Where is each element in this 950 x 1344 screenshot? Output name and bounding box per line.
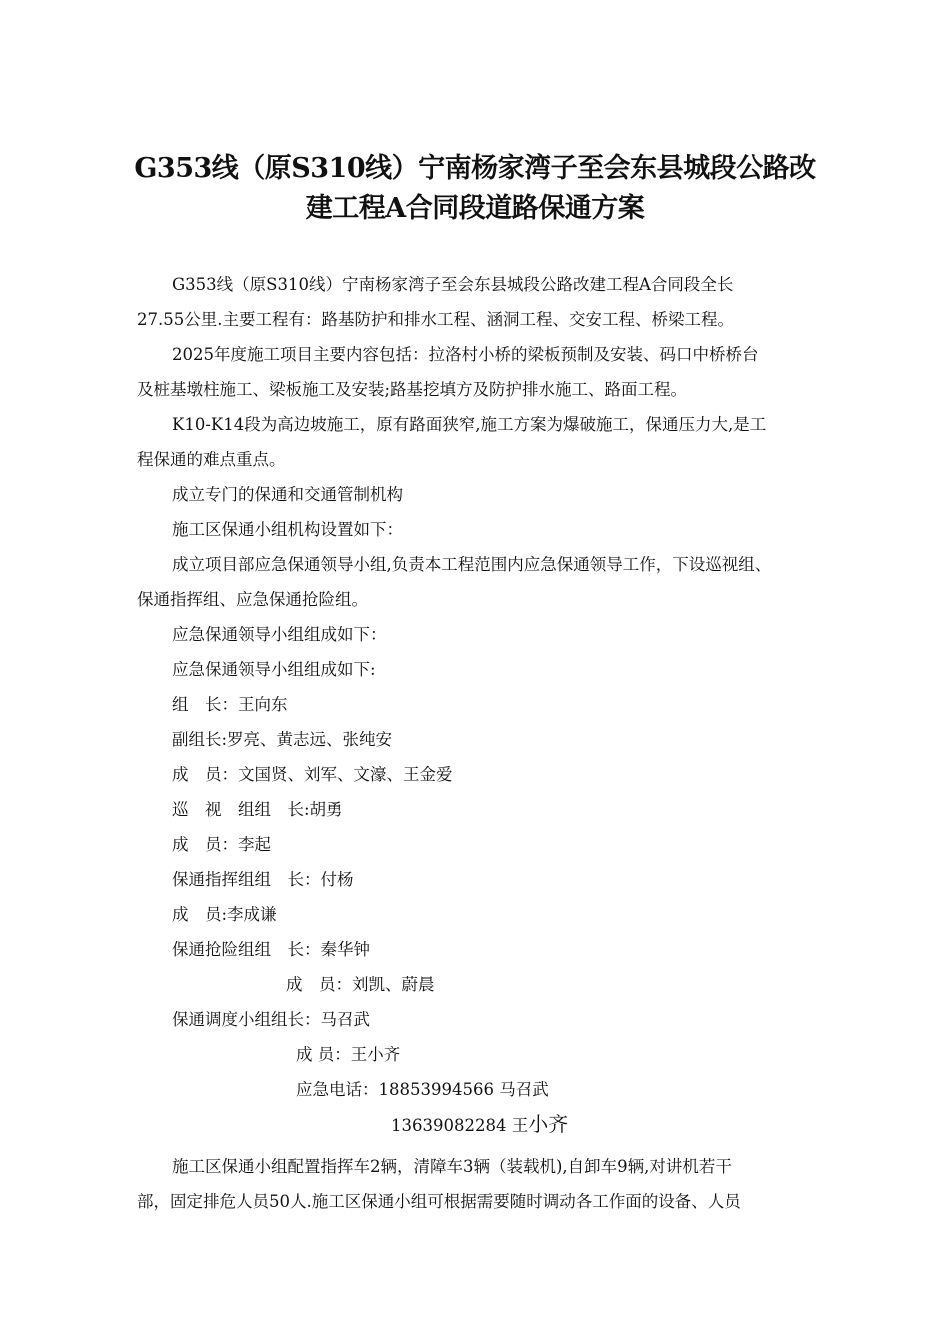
emergency-phone-1: 应急电话：18853994566 马召武	[296, 1080, 549, 1099]
rescue-group-members: 成 员：刘凯、蔚晨	[286, 975, 435, 994]
paragraph-2-line-2: 及桩基墩柱施工、梁板施工及安装;路基挖填方及防护排水施工、路面工程。	[137, 380, 688, 399]
command-group-members: 成 员:李成谦	[172, 905, 277, 924]
paragraph-1-line-1: G353线（原S310线）宁南杨家湾子至会东县城段公路改建工程A合同段全长	[172, 275, 734, 294]
dispatch-group-members: 成 员：王小齐	[296, 1045, 401, 1064]
section-heading-organization: 成立专门的保通和交通管制机构	[172, 485, 403, 504]
leadership-group-intro: 应急保通领导小组组成如下：	[172, 625, 387, 644]
document-title-line-1: G353线（原S310线）宁南杨家湾子至会东县城段公路改	[134, 153, 816, 184]
patrol-group-leader: 巡 视 组组 长:胡勇	[172, 800, 343, 819]
organization-setup-intro: 施工区保通小组机构设置如下：	[172, 520, 403, 539]
deputy-leaders: 副组长:罗亮、黄志远、张纯安	[172, 730, 393, 749]
paragraph-6-line-1: 成立项目部应急保通领导小组,负责本工程范围内应急保通领导工作，下设巡视组、	[172, 555, 772, 574]
leadership-group-intro-repeat: 应急保通领导小组组成如下:	[172, 660, 376, 679]
paragraph-9-line-1: 施工区保通小组配置指挥车2辆，清障车3辆（装载机),自卸车9辆,对讲机若干	[172, 1157, 732, 1176]
emergency-phone-2-name: 小齐	[528, 1112, 569, 1136]
paragraph-9-line-2: 部，固定排危人员50人.施工区保通小组可根据需要随时调动各工作面的设备、人员	[137, 1192, 741, 1211]
emergency-phone-2	[391, 1114, 568, 1136]
paragraph-6-line-2: 保通指挥组、应急保通抢险组。	[137, 590, 368, 609]
rescue-group-leader: 保通抢险组组 长：秦华钟	[172, 940, 370, 959]
paragraph-3-line-2: 程保通的难点重点。	[137, 450, 286, 469]
document-title-line-2: 建工程A合同段道路保通方案	[305, 193, 645, 224]
paragraph-1-line-2: 27.55公里.主要工程有：路基防护和排水工程、涵洞工程、交安工程、桥梁工程。	[137, 310, 734, 329]
dispatch-group-leader: 保通调度小组组长：马召武	[172, 1010, 370, 1029]
emergency-phone-2-number: 13639082284 王	[391, 1116, 529, 1135]
command-group-leader: 保通指挥组组 长：付杨	[172, 870, 354, 889]
patrol-group-members: 成 员：李起	[172, 835, 271, 854]
group-members: 成 员：文国贤、刘军、文濠、王金爱	[172, 765, 453, 784]
paragraph-2-line-1: 2025年度施工项目主要内容包括：拉洛村小桥的梁板预制及安装、码口中桥桥台	[172, 345, 759, 364]
group-leader: 组 长：王向东	[172, 695, 288, 714]
paragraph-3-line-1: K10-K14段为高边坡施工，原有路面狭窄,施工方案为爆破施工，保通压力大,是工	[172, 415, 767, 434]
